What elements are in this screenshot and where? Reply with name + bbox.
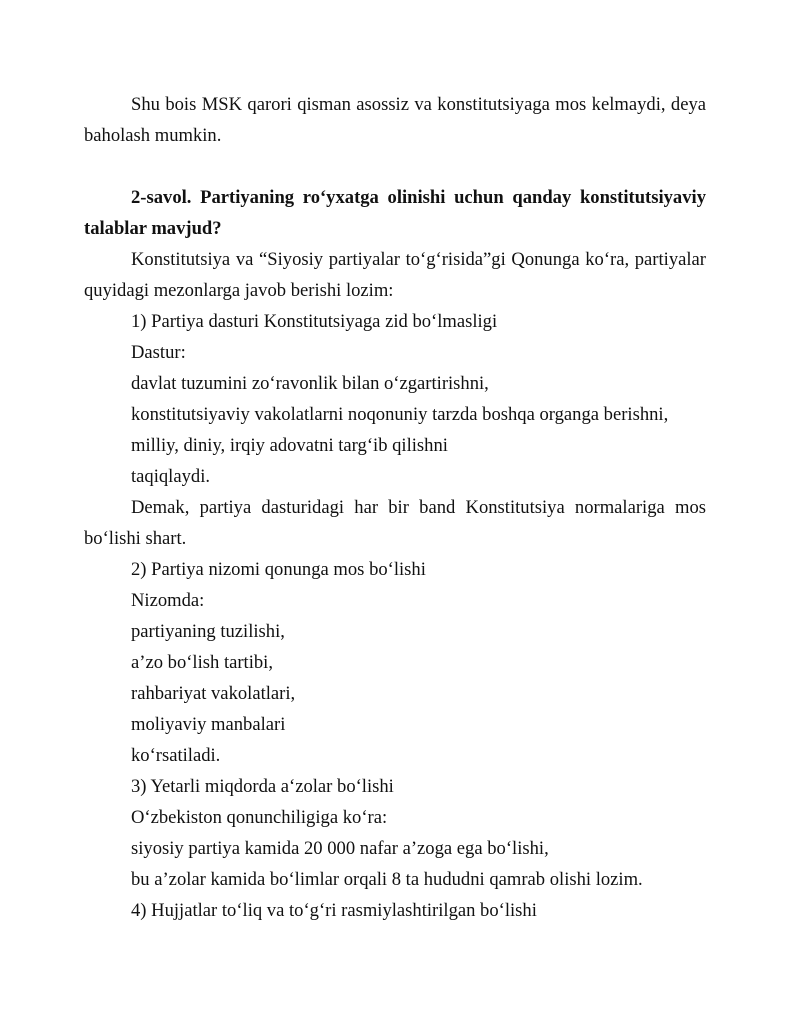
membership-requirement: siyosiy partiya kamida 20 000 nafar a’zoga ega bo‘lishi, (131, 838, 549, 859)
charter-item: moliyaviy manbalari (131, 714, 286, 735)
list-item-2-title: 2) Partiya nizomi qonunga mos bo‘lishi (131, 559, 426, 580)
program-item: davlat tuzumini zo‘ravonlik bilan o‘zgartirishni, (131, 373, 489, 394)
charter-label: Nizomda: (131, 590, 205, 611)
charter-item: a’zo bo‘lish tartibi, (131, 652, 273, 673)
conclusion-paragraph: Shu bois MSK qarori qisman asossiz va konstitutsiyaga mos kelmaydi, deya baholash mumkin. (84, 94, 706, 146)
list-item-1-title: 1) Partiya dasturi Konstitutsiyaga zid bo‘lmasligi (131, 311, 498, 332)
legislation-label: O‘zbekiston qonunchiligiga ko‘ra: (131, 807, 388, 828)
program-item: milliy, diniy, irqiy adovatni targ‘ib qilishni (131, 435, 448, 456)
intro-paragraph: Konstitutsiya va “Siyosiy partiyalar to‘g‘risida”gi Qonunga ko‘ra, partiyalar quyidagi mezonlarga javob berishi lozim: (84, 249, 706, 301)
list-item-4-title: 4) Hujjatlar to‘liq va to‘g‘ri rasmiylashtirilgan bo‘lishi (131, 900, 537, 921)
charter-item: rahbariyat vakolatlari, (131, 683, 296, 704)
program-item: konstitutsiyaviy vakolatlarni noqonuniy tarzda boshqa organga berishni, (131, 404, 669, 425)
program-closing: taqiqlaydi. (131, 466, 211, 487)
summary-paragraph: Demak, partiya dasturidagi har bir band Konstitutsiya normalariga mos bo‘lishi shart. (84, 497, 706, 549)
charter-item: partiyaning tuzilishi, (131, 621, 285, 642)
list-item-3-title: 3) Yetarli miqdorda a‘zolar bo‘lishi (131, 776, 394, 797)
program-label: Dastur: (131, 342, 186, 363)
territory-requirement: bu a’zolar kamida bo‘limlar orqali 8 ta hududni qamrab olishi lozim. (131, 869, 643, 890)
charter-closing: ko‘rsatiladi. (131, 745, 221, 766)
question-heading: 2-savol. Partiyaning ro‘yxatga olinishi uchun qanday konstitutsiyaviy talablar mavjud? (84, 187, 706, 239)
